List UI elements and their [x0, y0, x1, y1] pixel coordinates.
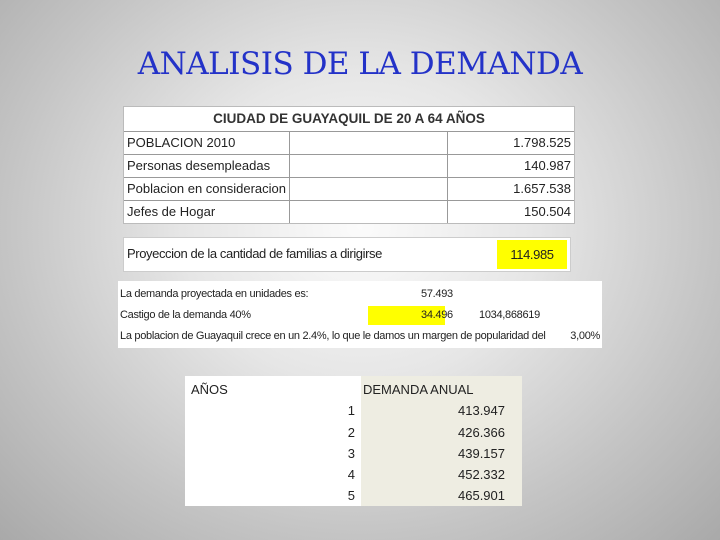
row-value: 140.987: [524, 158, 571, 173]
projected-demand-row: [118, 283, 602, 305]
projection-value: 114.985: [497, 240, 567, 269]
year-cell: 5: [347, 488, 355, 503]
year-cell: 1: [347, 403, 355, 418]
demand-cell: 426.366: [458, 425, 505, 440]
row-label: Poblacion en consideracion: [124, 178, 290, 200]
year-cell: 3: [347, 446, 355, 461]
growth-value: 3,00%: [570, 330, 600, 342]
empty-cell: [290, 178, 448, 200]
projection-label: Proyeccion de la cantidad de familias a dirigirse: [127, 246, 382, 261]
year-cell: 4: [347, 467, 355, 482]
annual-demand-table: [185, 376, 522, 506]
demand-column: [361, 376, 522, 506]
growth-row: [118, 325, 602, 347]
empty-cell: [290, 201, 448, 223]
year-cell: 2: [347, 425, 355, 440]
empty-cell: [290, 155, 448, 177]
row-label: POBLACION 2010: [124, 132, 290, 154]
table-row: [124, 201, 574, 223]
projection-row: [123, 237, 571, 272]
years-header: AÑOS: [191, 382, 228, 397]
row-label: Personas desempleadas: [124, 155, 290, 177]
projected-demand-label: La demanda proyectada en unidades es:: [120, 288, 309, 300]
projected-demand-value: 57.493: [421, 288, 453, 300]
years-column: [185, 376, 361, 506]
row-value: 150.504: [524, 204, 571, 219]
demand-calculation-block: [118, 281, 602, 348]
row-label: Jefes de Hogar: [124, 201, 290, 223]
demand-cell: 465.901: [458, 488, 505, 503]
page-title: ANALISIS DE LA DEMANDA: [137, 46, 583, 82]
demand-cell: 439.157: [458, 446, 505, 461]
population-table-header: CIUDAD DE GUAYAQUIL DE 20 A 64 AÑOS: [124, 107, 574, 132]
table-row: [124, 178, 574, 201]
demand-cell: 452.332: [458, 467, 505, 482]
row-value: 1.798.525: [513, 135, 571, 150]
demand-penalty-label: Castigo de la demanda 40%: [120, 309, 251, 321]
demand-cell: 413.947: [458, 403, 505, 418]
demand-penalty-value: 34.496: [421, 309, 453, 321]
table-row: [124, 155, 574, 178]
demand-header: DEMANDA ANUAL: [363, 382, 474, 397]
empty-cell: [290, 132, 448, 154]
population-table: [123, 106, 575, 224]
demand-penalty-extra: 1034,868619: [479, 309, 540, 321]
growth-label: La poblacion de Guayaquil crece en un 2.4%, lo que le damos un margen de popularidad del: [120, 330, 546, 342]
table-row: [124, 132, 574, 155]
demand-penalty-row: [118, 304, 602, 326]
row-value: 1.657.538: [513, 181, 571, 196]
